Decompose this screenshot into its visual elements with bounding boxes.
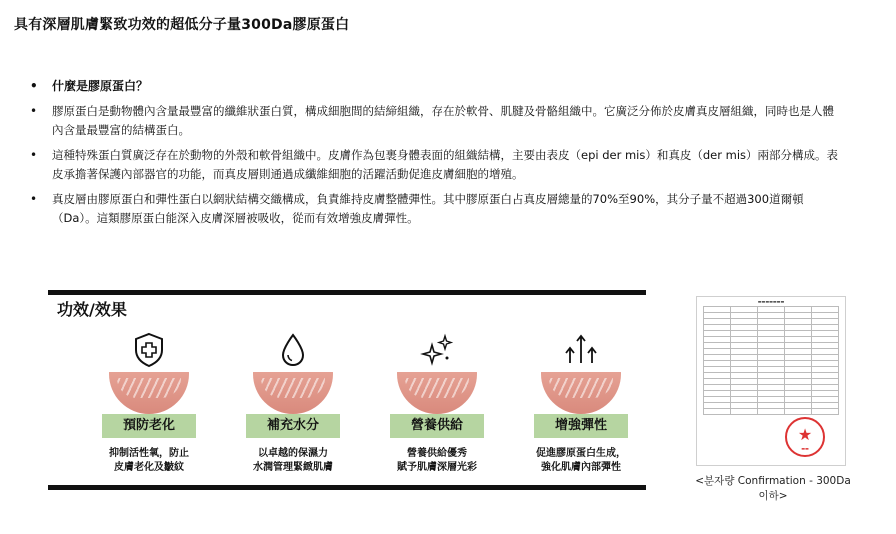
certificate-table [703,306,839,415]
benefit-label: 預防老化 [102,414,196,438]
info-list [30,77,845,234]
benefit-label: 補充水分 [246,414,340,438]
shield-cross-icon [130,331,168,369]
arrows-up-icon [562,331,600,369]
certificate-header: ▬▬▬▬▬▬▬ [757,299,785,304]
page-title: 具有深層肌膚緊致功效的超低分子量300Da膠原蛋白 [14,17,350,33]
skin-illustration [397,372,477,414]
benefit-card-anti-aging [94,331,204,486]
skin-illustration [253,372,333,414]
benefit-description: 以卓越的保濕力 水潤管理緊緻肌膚 [253,448,333,473]
benefit-card-hydration [238,331,348,486]
benefits-panel [48,290,646,490]
skin-illustration [109,372,189,414]
benefit-description: 營養供給優秀 賦予肌膚深層光彩 [397,448,477,473]
panel-title: 功效/效果 [57,300,127,319]
benefit-card-nutrition [382,331,492,486]
certificate-image [696,296,846,466]
red-seal-stamp: ★ ▬▬ [785,417,825,457]
list-item: • 膠原蛋白是動物體內含量最豐富的纖維狀蛋白質，構成細胞間的結締組織，存在於軟骨、肌腱及骨骼組織中。它廣泛分佈於皮膚真皮層組織，同時也是人體內含量最豐富的結構蛋白。 [30,102,845,141]
water-drop-icon [274,331,312,369]
skin-illustration [541,372,621,414]
sparkle-icon [418,331,456,369]
list-item: • 什麼是膠原蛋白？ [30,77,845,97]
certificate-caption: <분자량 Confirmation - 300Da 이하> [695,475,851,502]
benefit-label: 增強彈性 [534,414,628,438]
benefit-label: 營養供給 [390,414,484,438]
benefit-description: 促進膠原蛋白生成， 強化肌膚內部彈性 [536,448,626,473]
benefit-description: 抑制活性氧，防止 皮膚老化及皺紋 [109,448,189,473]
benefit-card-elasticity [526,331,636,486]
list-item: • 真皮層由膠原蛋白和彈性蛋白以網狀結構交織構成，負責維持皮膚整體彈性。其中膠原蛋白占真皮層總量的70%至90%，其分子量不超過300道爾頓（Da）。這類膠原蛋白能深入皮膚深層被吸收，從而有效增強皮膚彈性。 [30,190,845,229]
list-item: • 這種特殊蛋白質廣泛存在於動物的外殼和軟骨組織中。皮膚作為包裹身體表面的組織結構，主要由表皮（epi der mis）和真皮（der mis）兩部分構成。表皮承擔著保護內部器官的功能，而真皮層則通過成纖維細胞的活躍活動促進皮膚細胞的增殖。 [30,146,845,185]
star-icon: ★ [797,425,813,444]
